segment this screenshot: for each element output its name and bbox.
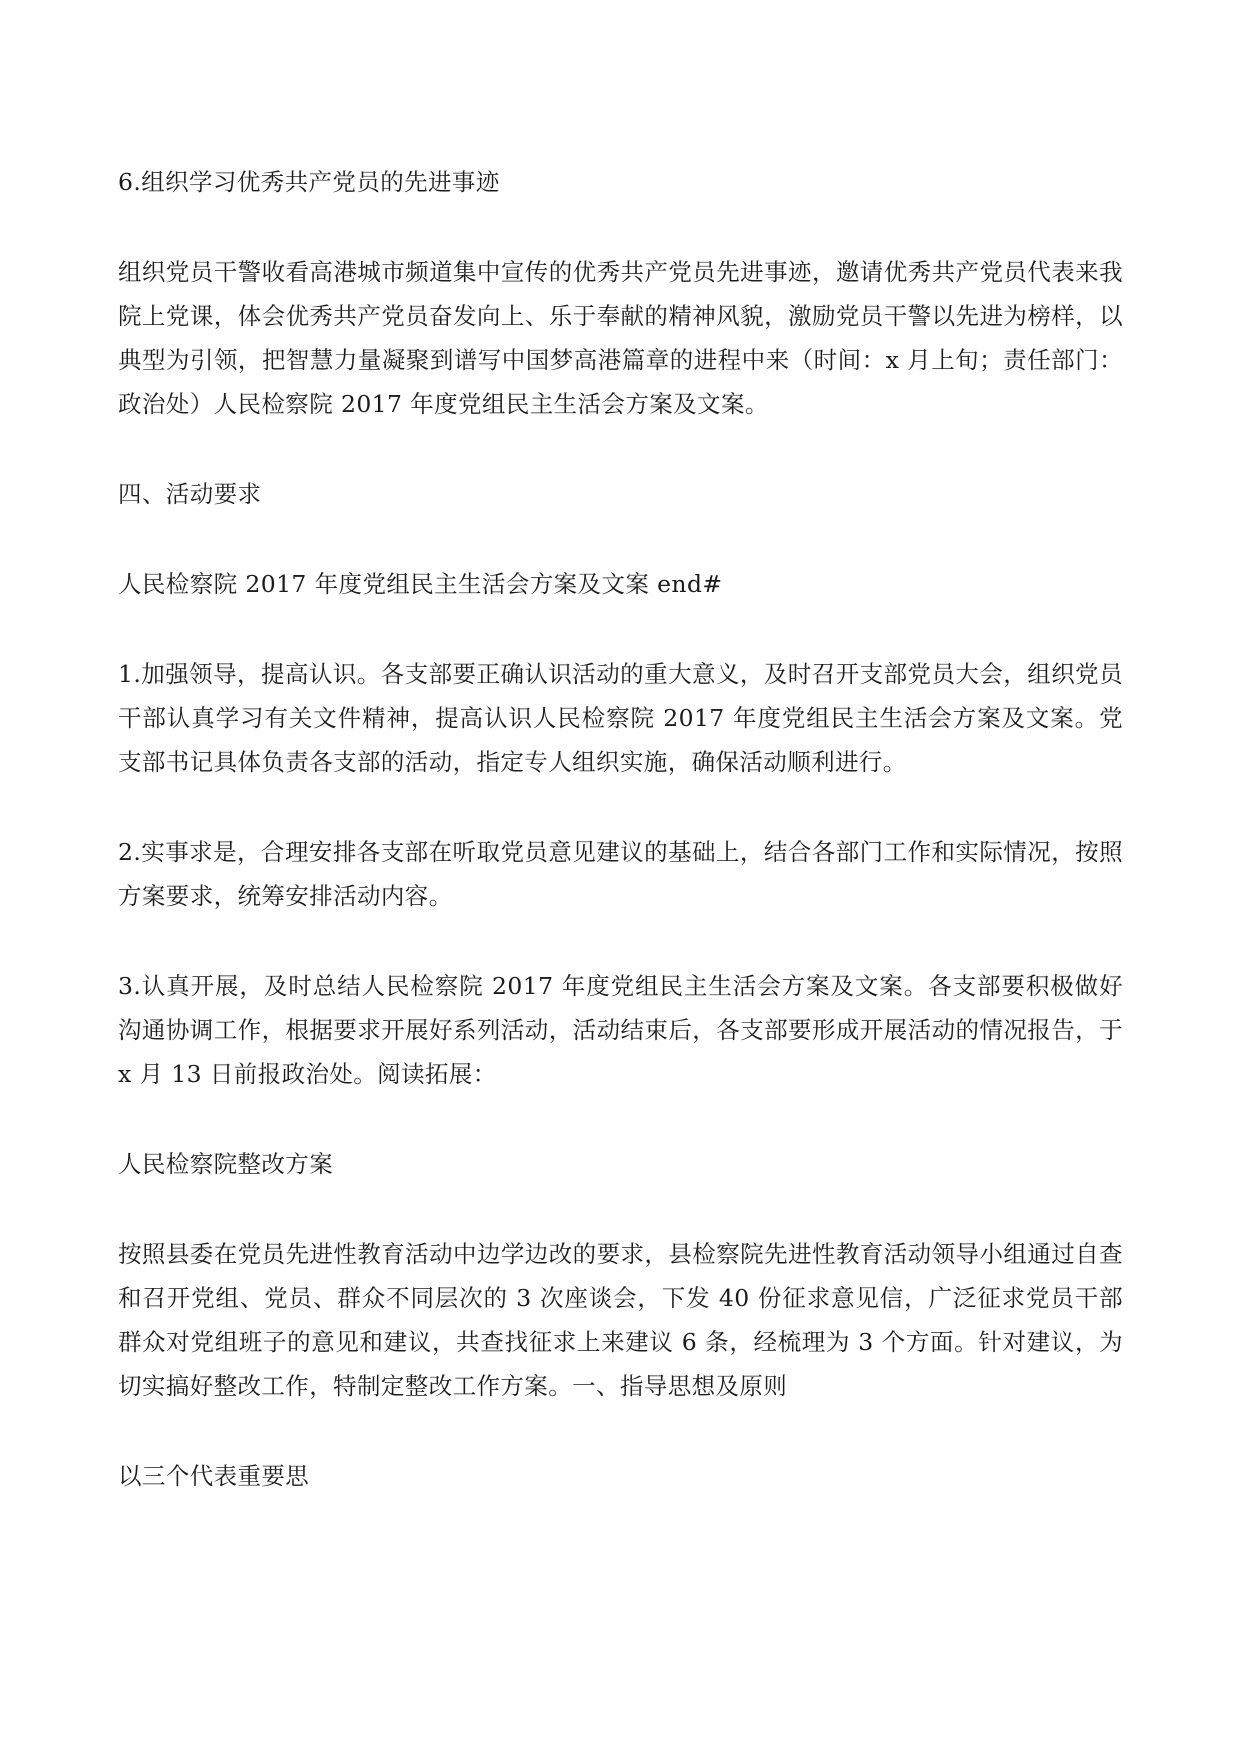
section-heading-rectification-plan: 人民检察院整改方案 [118, 1150, 334, 1178]
paragraph-rectification-intro: 按照县委在党员先进性教育活动中边学边改的要求，县检察院先进性教育活动领导小组通过自查和召开党组、党员、群众不同层次的 3 次座谈会，下发 40 份征求意见信，广泛征求党员干部群众对党组班子的意见和建议，共查找征求上来建议 6 条，经梳理为 3 个方面。针对建议，为切实搞好整改工作，特制定整改工作方案。一、指导思想及原则 [118, 1240, 1123, 1400]
paragraph-three-represents: 以三个代表重要思 [118, 1462, 310, 1490]
section-heading-activity-requirements: 四、活动要求 [118, 480, 262, 508]
paragraph-requirement-2: 2.实事求是，合理安排各支部在听取党员意见建议的基础上，结合各部门工作和实际情况，按照方案要求，统筹安排活动内容。 [118, 838, 1123, 910]
paragraph-plan-title-end: 人民检察院 2017 年度党组民主生活会方案及文案 end# [118, 570, 723, 598]
document-body [118, 160, 1123, 1544]
section-heading-6: 6.组织学习优秀共产党员的先进事迹 [118, 168, 500, 196]
paragraph-requirement-1: 1.加强领导，提高认识。各支部要正确认识活动的重大意义，及时召开支部党员大会，组织党员干部认真学习有关文件精神，提高认识人民检察院 2017 年度党组民主生活会方案及文案。党支部书记具体负责各支部的活动，指定专人组织实施，确保活动顺利进行。 [118, 660, 1123, 776]
paragraph-requirement-3: 3.认真开展，及时总结人民检察院 2017 年度党组民主生活会方案及文案。各支部要积极做好沟通协调工作，根据要求开展好系列活动，活动结束后，各支部要形成开展活动的情况报告，于 x 月 13 日前报政治处。阅读拓展： [118, 972, 1123, 1088]
paragraph-study-advanced-deeds: 组织党员干警收看高港城市频道集中宣传的优秀共产党员先进事迹，邀请优秀共产党员代表来我院上党课，体会优秀共产党员奋发向上、乐于奉献的精神风貌，激励党员干警以先进为榜样，以典型为引领，把智慧力量凝聚到谱写中国梦高港篇章的进程中来（时间：x 月上旬；责任部门：政治处）人民检察院 2017 年度党组民主生活会方案及文案。 [118, 258, 1123, 418]
